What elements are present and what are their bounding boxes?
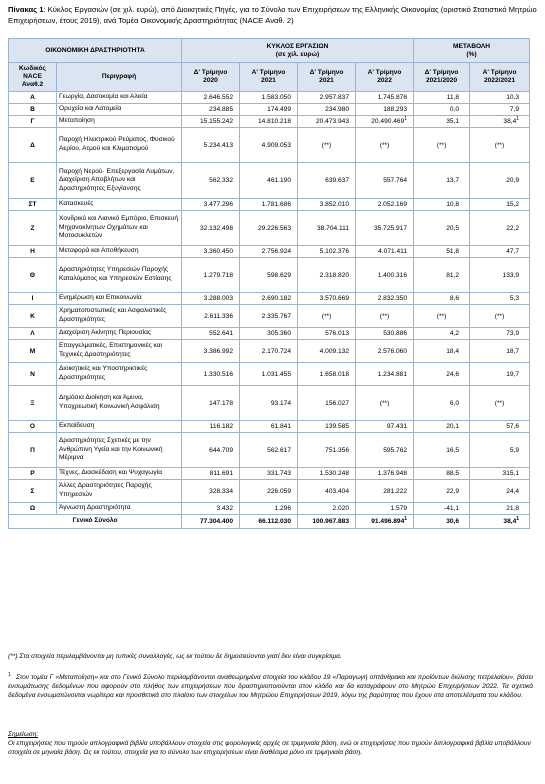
change-q1-cell: (**) xyxy=(470,386,530,421)
turnover-q4-2020-cell: 3.288.003 xyxy=(182,293,240,305)
nace-code-cell: Κ xyxy=(9,305,57,328)
table-row xyxy=(9,363,530,386)
turnover-q1-2022-cell: 2.576.060 xyxy=(356,340,414,363)
change-q4-cell: 10,8 xyxy=(414,199,470,211)
table-row xyxy=(9,211,530,246)
table-row xyxy=(9,128,530,163)
header-activity: ΟΙΚΟΝΟΜΙΚΗ ΔΡΑΣΤΗΡΙΟΤΗΤΑ xyxy=(9,39,182,63)
turnover-q1-2022-cell: 595.762 xyxy=(356,433,414,468)
nace-code-cell: Π xyxy=(9,433,57,468)
total-q1-2022-cell: 91.496.894$^1$ xyxy=(356,515,414,529)
nace-code-cell: Ρ xyxy=(9,468,57,480)
turnover-q4-2021-cell: 4.009.132 xyxy=(298,340,356,363)
turnover-q4-2021-cell: 139.585 xyxy=(298,421,356,433)
change-q1-cell: 19,7 xyxy=(470,363,530,386)
description-cell: Δραστηριότητες Σχετικές με την Ανθρώπινη Υγεία και την Κοινωνική Μέριμνα xyxy=(57,433,182,468)
table-title-text: : Κύκλος Εργασιών (σε χιλ. ευρώ), από Διοικητικές Πηγές, για το Σύνολο των Επιχειρήσεων της Ελληνικής Οικονομίας (οριστικό Στατιστικό Μητρώο Επιχειρήσεων, έτους 2019), ανά Τομέα Οικονομικής Δραστηριότητας (NACE Αναθ. 2) xyxy=(8,5,537,25)
turnover-q1-2022-cell: (**) xyxy=(356,128,414,163)
change-q1-cell: 22,2 xyxy=(470,211,530,246)
change-q4-cell: 51,8 xyxy=(414,246,470,258)
description-cell: Χονδρικό και Λιανικό Εμπόριο, Επισκευή Μηχανοκίνητων Οχημάτων και Μοτοσυκλετών xyxy=(57,211,182,246)
turnover-q1-2021-cell: 2.756.924 xyxy=(240,246,298,258)
turnover-q1-2021-cell: 93.174 xyxy=(240,386,298,421)
header-change-q1: Α' Τρίμηνο 2022/2021 xyxy=(470,63,530,92)
nace-code-cell: Γ xyxy=(9,116,57,128)
description-cell: Χρηματοπιστωτικές και Ασφαλιστικές Δραστηριότητες xyxy=(57,305,182,328)
change-q4-cell: (**) xyxy=(414,305,470,328)
turnover-q4-2020-cell: 2.646.552 xyxy=(182,92,240,104)
change-q4-cell: 20,5 xyxy=(414,211,470,246)
turnover-q1-2022-cell: 97.431 xyxy=(356,421,414,433)
turnover-table xyxy=(8,38,530,529)
turnover-q4-2020-cell: 3.432 xyxy=(182,503,240,515)
nace-code-cell: Β xyxy=(9,104,57,116)
nace-code-cell: Μ xyxy=(9,340,57,363)
change-q4-cell: -41,1 xyxy=(414,503,470,515)
change-q1-cell: 15,2 xyxy=(470,199,530,211)
description-cell: Παροχή Νερού· Επεξεργασία Λυμάτων, Διαχείριση Αποβλήτων και Δραστηριότητες Εξυγίανσης xyxy=(57,163,182,199)
description-cell: Άγνωστη Δραστηριότητα xyxy=(57,503,182,515)
turnover-q1-2022-cell: 2.052.169 xyxy=(356,199,414,211)
total-label-cell: Γενικό Σύνολο xyxy=(9,515,182,529)
turnover-q4-2021-cell: (**) xyxy=(298,128,356,163)
header-turnover: ΚΥΚΛΟΣ ΕΡΓΑΣΙΩΝ (σε χιλ. ευρώ) xyxy=(182,39,414,63)
change-q4-cell: 0,0 xyxy=(414,104,470,116)
turnover-q4-2021-cell: 2.318.820 xyxy=(298,258,356,293)
turnover-q4-2020-cell: 1.330.516 xyxy=(182,363,240,386)
description-cell: Διοικητικές και Υποστηρικτικές Δραστηριότητες xyxy=(57,363,182,386)
turnover-q1-2022-cell: 1.376.948 xyxy=(356,468,414,480)
change-q1-cell: 5,9 xyxy=(470,433,530,468)
turnover-q1-2021-cell: 2.335.767 xyxy=(240,305,298,328)
turnover-q1-2022-cell: 188.293 xyxy=(356,104,414,116)
change-q1-cell: 10,3 xyxy=(470,92,530,104)
table-row xyxy=(9,503,530,515)
table-row xyxy=(9,92,530,104)
turnover-q4-2020-cell: 1.279.718 xyxy=(182,258,240,293)
nace-code-cell: Λ xyxy=(9,328,57,340)
nace-code-cell: Ζ xyxy=(9,211,57,246)
turnover-q4-2020-cell: 147.178 xyxy=(182,386,240,421)
change-q1-cell: 38,4$^1$ xyxy=(470,116,530,128)
description-cell: Γεωργία, Δασοκομία και Αλιεία xyxy=(57,92,182,104)
turnover-q1-2022-cell: 4.071.411 xyxy=(356,246,414,258)
nace-code-cell: Ι xyxy=(9,293,57,305)
table-row xyxy=(9,480,530,503)
note-footnote-1: $^1$ Στον τομέα Γ «Μεταποίηση» και στο Γενικό Σύνολο περιλαμβάνονται αναθεωρημένα στοιχεία του κλάδου 19 «Παραγωγή οπτάνθρακα και προϊόντων διύλισης πετρελαίου», βάσει ενσωμάτωσης δεδομένων που αφορούν στο πλήθος των επιχειρήσεων που δραστηριοποιούνται στον κλάδο και δα καταγράφουν στο Μητρώο Επιχειρήσεων 2022. Τα σχετικά δεδομένα ενσωματώνονται νωρίτερα και προσθετικά στο πλαίσιο των στοιχείων του Μητρώου Επιχειρήσεων 2019, λόγω της βαρύτητας που έχουν στα αποτελέσματα του κλάδου. xyxy=(8,671,533,699)
table-row xyxy=(9,116,530,128)
header-change-q4: Δ' Τρίμηνο 2021/2020 xyxy=(414,63,470,92)
description-cell: Εκπαίδευση xyxy=(57,421,182,433)
change-q1-cell: 5,3 xyxy=(470,293,530,305)
change-q1-cell: 7,9 xyxy=(470,104,530,116)
turnover-q4-2021-cell: 156.027 xyxy=(298,386,356,421)
description-cell: Τέχνες, Διασκέδαση και Ψυχαγωγία xyxy=(57,468,182,480)
nace-code-cell: ΣΤ xyxy=(9,199,57,211)
header-code: Κωδικός NACE Αναθ.2 xyxy=(9,63,57,92)
turnover-q4-2020-cell: 552.641 xyxy=(182,328,240,340)
turnover-q4-2021-cell: 1.530.248 xyxy=(298,468,356,480)
change-q1-cell: 315,1 xyxy=(470,468,530,480)
description-cell: Μεταποίηση xyxy=(57,116,182,128)
turnover-q1-2021-cell: 1.031.455 xyxy=(240,363,298,386)
table-row xyxy=(9,386,530,421)
change-q4-cell: 88,5 xyxy=(414,468,470,480)
turnover-q4-2020-cell: 5.234.413 xyxy=(182,128,240,163)
turnover-q1-2021-cell: 29.226.563 xyxy=(240,211,298,246)
turnover-q1-2022-cell: 1.745.876 xyxy=(356,92,414,104)
change-q4-cell: 81,2 xyxy=(414,258,470,293)
turnover-q4-2021-cell: 234.980 xyxy=(298,104,356,116)
change-q4-cell: 24,6 xyxy=(414,363,470,386)
turnover-q4-2021-cell: 2.957.837 xyxy=(298,92,356,104)
turnover-q1-2021-cell: 1.296 xyxy=(240,503,298,515)
turnover-q4-2020-cell: 234.885 xyxy=(182,104,240,116)
nace-code-cell: Α xyxy=(9,92,57,104)
table-title-label: Πίνακας 1 xyxy=(8,5,44,14)
nace-code-cell: Ο xyxy=(9,421,57,433)
change-q1-cell: 133,9 xyxy=(470,258,530,293)
turnover-q4-2020-cell: 3.360.450 xyxy=(182,246,240,258)
turnover-q4-2020-cell: 3.477.296 xyxy=(182,199,240,211)
total-row xyxy=(9,515,530,529)
total-change-q4-cell: 30,6 xyxy=(414,515,470,529)
description-cell: Παροχή Ηλεκτρικού Ρεύματος, Φυσικού Αερίου, Ατμού και Κλιματισμού xyxy=(57,128,182,163)
turnover-q4-2020-cell: 15.155.242 xyxy=(182,116,240,128)
change-q4-cell: 13,7 xyxy=(414,163,470,199)
change-q4-cell: 4,2 xyxy=(414,328,470,340)
header-q4-2020: Δ' Τρίμηνο 2020 xyxy=(182,63,240,92)
total-q1-2021-cell: 66.112.030 xyxy=(240,515,298,529)
nace-code-cell: Ν xyxy=(9,363,57,386)
change-q4-cell: 8,6 xyxy=(414,293,470,305)
turnover-q1-2022-cell: 281.222 xyxy=(356,480,414,503)
turnover-q4-2021-cell: 751.356 xyxy=(298,433,356,468)
turnover-q4-2021-cell: 639.637 xyxy=(298,163,356,199)
turnover-q1-2021-cell: 1.781.686 xyxy=(240,199,298,211)
turnover-q4-2020-cell: 3.386.992 xyxy=(182,340,240,363)
table-title xyxy=(8,4,538,26)
description-cell: Διαχείριση Ακίνητης Περιουσίας xyxy=(57,328,182,340)
description-cell: Μεταφορά και Αποθήκευση xyxy=(57,246,182,258)
total-q4-2021-cell: 100.967.883 xyxy=(298,515,356,529)
turnover-q1-2021-cell: 598.629 xyxy=(240,258,298,293)
turnover-q4-2021-cell: 3.852.010 xyxy=(298,199,356,211)
turnover-q4-2021-cell: 403.404 xyxy=(298,480,356,503)
header-description: Περιγραφή xyxy=(57,63,182,92)
turnover-q1-2022-cell: 35.725.917 xyxy=(356,211,414,246)
description-cell: Ενημέρωση και Επικοινωνία xyxy=(57,293,182,305)
turnover-q1-2022-cell: 20.490.469$^1$ xyxy=(356,116,414,128)
turnover-q1-2021-cell: 4.909.053 xyxy=(240,128,298,163)
change-q1-cell: (**) xyxy=(470,128,530,163)
table-row xyxy=(9,468,530,480)
turnover-q1-2022-cell: 1.234.881 xyxy=(356,363,414,386)
turnover-q1-2022-cell: (**) xyxy=(356,305,414,328)
change-q4-cell: 16,5 xyxy=(414,433,470,468)
change-q4-cell: 11,8 xyxy=(414,92,470,104)
turnover-q1-2021-cell: 2.170.724 xyxy=(240,340,298,363)
note-remark: Σημείωση: Οι επιχειρήσεις που τηρούν απλογραφικά βιβλία υποβάλλουν στοιχεία στις φορολογικές αρχές σε τριμηνιαία βάση, ενώ οι επιχειρήσεις που τηρούν διπλογραφικά βιβλία υποβάλλουν στοιχεία σε μηνιαία βάση. Ως εκ τούτου, στοιχεία για το σύνολο των επιχειρήσεων είναι διαθέσιμα μόνο σε τριμηνιαία βάση. xyxy=(8,731,531,756)
turnover-q1-2022-cell: 1.579 xyxy=(356,503,414,515)
change-q4-cell: 18,4 xyxy=(414,340,470,363)
description-cell: Δραστηριότητες Υπηρεσιών Παροχής Καταλύματος και Υπηρεσιών Εστίασης xyxy=(57,258,182,293)
table-row xyxy=(9,246,530,258)
turnover-q4-2021-cell: 1.658.018 xyxy=(298,363,356,386)
turnover-q1-2022-cell: 1.400.316 xyxy=(356,258,414,293)
nace-code-cell: Ξ xyxy=(9,386,57,421)
turnover-q1-2021-cell: 331.743 xyxy=(240,468,298,480)
turnover-q1-2021-cell: 14.810.218 xyxy=(240,116,298,128)
change-q1-cell: 21,8 xyxy=(470,503,530,515)
description-cell: Ορυχεία και Λατομεία xyxy=(57,104,182,116)
nace-code-cell: Θ xyxy=(9,258,57,293)
change-q1-cell: 20,9 xyxy=(470,163,530,199)
table-row xyxy=(9,258,530,293)
note-asterisks: (**) Στα στοιχεία περιλαμβάνονται μη τυπικές συναλλαγές, ως εκ τούτου δε δημοσιεύονται γιατί δεν είναι συγκρίσιμα. xyxy=(8,653,342,660)
turnover-q4-2021-cell: 3.570.669 xyxy=(298,293,356,305)
table-row xyxy=(9,163,530,199)
nace-code-cell: Η xyxy=(9,246,57,258)
table-row xyxy=(9,293,530,305)
change-q4-cell: 20,1 xyxy=(414,421,470,433)
table-row xyxy=(9,199,530,211)
change-q1-cell: 18,7 xyxy=(470,340,530,363)
change-q1-cell: 47,7 xyxy=(470,246,530,258)
turnover-q1-2022-cell: 2.832.350 xyxy=(356,293,414,305)
turnover-q4-2021-cell: (**) xyxy=(298,305,356,328)
header-q1-2021: Α' Τρίμηνο 2021 xyxy=(240,63,298,92)
nace-code-cell: Σ xyxy=(9,480,57,503)
turnover-q1-2021-cell: 2.690.182 xyxy=(240,293,298,305)
table-row xyxy=(9,328,530,340)
total-change-q1-cell: 38,4$^1$ xyxy=(470,515,530,529)
turnover-q4-2021-cell: 576.013 xyxy=(298,328,356,340)
turnover-q1-2021-cell: 61.841 xyxy=(240,421,298,433)
change-q1-cell: 24,4 xyxy=(470,480,530,503)
description-cell: Άλλες Δραστηριότητες Παροχής Υπηρεσιών xyxy=(57,480,182,503)
turnover-q1-2021-cell: 174.499 xyxy=(240,104,298,116)
turnover-q1-2021-cell: 226.059 xyxy=(240,480,298,503)
nace-code-cell: Ε xyxy=(9,163,57,199)
turnover-q1-2022-cell: (**) xyxy=(356,386,414,421)
turnover-q4-2021-cell: 38.704.111 xyxy=(298,211,356,246)
turnover-q4-2020-cell: 116.182 xyxy=(182,421,240,433)
table-row xyxy=(9,305,530,328)
turnover-q4-2021-cell: 2.020 xyxy=(298,503,356,515)
turnover-q1-2021-cell: 305.360 xyxy=(240,328,298,340)
turnover-q1-2022-cell: 557.764 xyxy=(356,163,414,199)
change-q1-cell: (**) xyxy=(470,305,530,328)
turnover-q1-2021-cell: 1.583.050 xyxy=(240,92,298,104)
nace-code-cell: Ω xyxy=(9,503,57,515)
change-q4-cell: 22,9 xyxy=(414,480,470,503)
turnover-q4-2020-cell: 2.611.336 xyxy=(182,305,240,328)
description-cell: Κατασκευές xyxy=(57,199,182,211)
turnover-q4-2020-cell: 644.709 xyxy=(182,433,240,468)
table-row xyxy=(9,104,530,116)
nace-code-cell: Δ xyxy=(9,128,57,163)
table-row xyxy=(9,421,530,433)
header-q4-2021: Δ' Τρίμηνο 2021 xyxy=(298,63,356,92)
turnover-q4-2020-cell: 811.691 xyxy=(182,468,240,480)
turnover-q4-2021-cell: 5.102.376 xyxy=(298,246,356,258)
change-q4-cell: (**) xyxy=(414,128,470,163)
change-q4-cell: 35,1 xyxy=(414,116,470,128)
turnover-q1-2022-cell: 530.886 xyxy=(356,328,414,340)
table-row xyxy=(9,433,530,468)
description-cell: Επαγγελματικές, Επιστημονικές και Τεχνικές Δραστηριότητες xyxy=(57,340,182,363)
turnover-q4-2020-cell: 562.332 xyxy=(182,163,240,199)
header-q1-2022: Α' Τρίμηνο 2022 xyxy=(356,63,414,92)
table-row xyxy=(9,340,530,363)
change-q1-cell: 73,9 xyxy=(470,328,530,340)
description-cell: Δημόσια Διοίκηση και Άμυνα, Υποχρεωτική Κοινωνική Ασφάλιση xyxy=(57,386,182,421)
change-q4-cell: 6,0 xyxy=(414,386,470,421)
turnover-q1-2021-cell: 461.190 xyxy=(240,163,298,199)
turnover-q4-2020-cell: 328.334 xyxy=(182,480,240,503)
turnover-q1-2021-cell: 562.617 xyxy=(240,433,298,468)
turnover-q4-2020-cell: 32.132.498 xyxy=(182,211,240,246)
total-q4-2020-cell: 77.304.400 xyxy=(182,515,240,529)
change-q1-cell: 57,6 xyxy=(470,421,530,433)
turnover-q4-2021-cell: 20.473.943 xyxy=(298,116,356,128)
header-change: ΜΕΤΑΒΟΛΗ (%) xyxy=(414,39,530,63)
